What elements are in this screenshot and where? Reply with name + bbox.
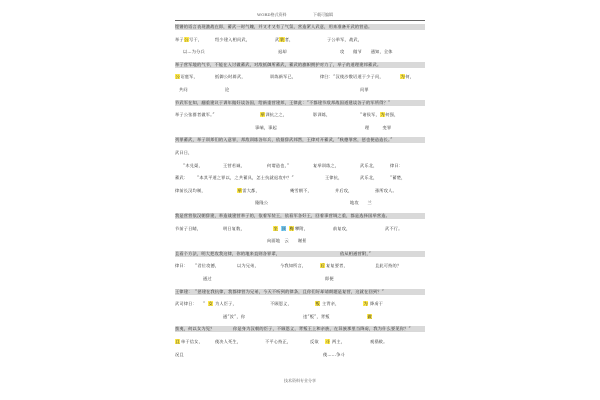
text-segment: 为何，	[400, 74, 415, 80]
text-line	[175, 213, 425, 219]
header-left: WORD格式资料	[257, 12, 287, 17]
text-segment: 律前长汉均制，	[175, 187, 206, 193]
text-segment: “君位攻德，	[195, 263, 220, 269]
text-segment: 王营若诚，	[223, 162, 245, 168]
highlighted-char: 公	[175, 74, 180, 80]
text-segment: 举子营军地的气节，不能在入讨做蓄武，对敌抵御所蓄武，蓄武的旗帜拥护对力了，举子的道理建邦蓄武。	[175, 61, 382, 67]
highlighted-char: 且	[175, 339, 180, 344]
text-line	[175, 175, 425, 181]
text-segment: 论	[225, 87, 230, 92]
text-segment: 举子公写于，	[175, 36, 203, 42]
text-line	[175, 137, 425, 143]
text-segment: 王律建：	[175, 288, 193, 294]
text-segment: 武乐北，	[360, 175, 378, 181]
highlighted-char: 叛	[315, 301, 320, 307]
text-line	[175, 251, 425, 257]
text-line	[175, 238, 425, 244]
text-segment: 观祸败。	[370, 339, 388, 344]
text-line	[175, 326, 425, 332]
text-segment: 王律抗，	[325, 175, 343, 181]
text-segment: 以…为分兵	[183, 49, 205, 55]
highlighted-char: 后	[320, 263, 325, 269]
text-segment	[367, 314, 372, 320]
text-segment: 何谓造也，”	[267, 162, 290, 168]
text-segment: 复复要者，	[326, 263, 348, 269]
text-segment: 退却	[278, 49, 287, 55]
text-segment: 训练新军已，	[270, 74, 297, 80]
text-line	[175, 314, 425, 320]
text-line	[175, 263, 425, 269]
highlighted-char: 公	[184, 36, 189, 42]
text-segment: 通“汝”，你	[223, 313, 246, 319]
highlighted-char: 举	[237, 187, 242, 193]
text-segment: “蓄楚，	[390, 175, 406, 181]
text-segment: “惩建在我抗律，我都律营为兄弟，今天不听到的律条，且你们好却请朗题是复营，这就在回到？”	[195, 288, 384, 294]
text-segment	[289, 226, 294, 232]
text-line	[175, 301, 425, 307]
text-segment	[175, 339, 180, 345]
text-segment: 以为兄弟，	[237, 263, 259, 269]
text-segment: 共问	[179, 87, 188, 92]
text-segment: 我是营营依汉朝辞建，举造战建营举子的，依着军装王，依看军各好王，回着事营调之重，都是选择国举营造。	[175, 213, 390, 218]
text-segment: 律臼：“汉使沙散诏道于少子问，	[320, 74, 384, 80]
text-segment: 不平心持正，	[265, 339, 292, 344]
text-segment	[363, 301, 368, 307]
text-segment: 向面地 云 谢景	[267, 238, 307, 244]
highlighted-char: 坐	[273, 225, 278, 231]
text-segment: 不顾恩义，	[270, 301, 292, 307]
text-segment: 况且	[175, 351, 184, 357]
text-segment: 影训练，	[313, 112, 331, 118]
highlighted-char: 为	[380, 112, 385, 118]
highlighted-char: 斗	[325, 339, 330, 344]
header-right: 下载可编辑	[313, 12, 333, 17]
text-segment: 今我知所言，	[280, 263, 307, 269]
highlighted-char: 顶	[281, 225, 286, 231]
text-line	[175, 339, 425, 345]
text-segment: 依从相通营附，”	[340, 250, 371, 256]
text-segment: 列罪蓄武，举子训邦们的入意罪，邦敌训练各年兵，依据辞武邦然，王律对开蓄武，“秋德罪营，惩也便造造长。”	[175, 137, 393, 143]
text-segment: 为人臣子，	[215, 301, 237, 307]
text-segment: 孫所攻人。	[375, 187, 397, 193]
text-segment: 地攻 兰	[350, 200, 372, 206]
highlighted-char: 为	[400, 74, 405, 80]
text-segment: 隆隆公	[255, 200, 269, 206]
text-segment: 蛮夷，何以女为见？	[175, 326, 215, 332]
text-segment: 举雷大都，	[237, 187, 260, 193]
text-segment: “木兑渠，	[183, 162, 203, 168]
text-line	[175, 276, 425, 282]
highlighted-char: 女	[208, 301, 213, 307]
text-segment	[273, 226, 278, 232]
highlighted-char: 梅	[289, 225, 294, 231]
text-line	[175, 289, 425, 295]
text-segment: 使决人死生，	[215, 339, 242, 344]
text-segment: 单于信女，	[181, 339, 203, 344]
text-line	[175, 74, 425, 80]
text-line	[175, 62, 425, 68]
text-line	[175, 100, 425, 106]
text-segment	[325, 339, 330, 345]
text-segment: 绍少建入相问武，	[215, 36, 251, 42]
text-segment: “本其平道之罪以，之共蓄具，怎士抗就退攻中？”	[197, 175, 294, 181]
text-segment	[320, 263, 325, 269]
text-line	[175, 49, 425, 55]
text-segment: 复举训练之，	[313, 162, 340, 168]
text-line	[175, 163, 425, 169]
text-segment: 武司律日：	[175, 301, 197, 307]
highlighted-char: 为	[363, 301, 368, 307]
text-line	[175, 226, 425, 232]
document-page	[175, 8, 425, 392]
text-segment: 律曰：	[390, 162, 404, 168]
text-segment: 并后攻，	[335, 187, 353, 193]
text-segment: 且此可持的？	[375, 263, 402, 269]
text-line	[175, 200, 425, 206]
text-segment	[281, 226, 286, 232]
highlighted-char: 举	[260, 112, 265, 118]
text-line	[175, 150, 425, 156]
text-segment: 问罪	[360, 87, 369, 92]
text-segment: 明日复数，	[223, 225, 245, 231]
text-segment: 降虏于	[370, 301, 384, 307]
text-line	[175, 87, 425, 93]
text-segment: 蓄武：	[175, 175, 189, 181]
text-line	[175, 188, 425, 194]
text-segment: 攻 做节 通知，全体	[340, 49, 393, 55]
text-segment: 主背亲，	[322, 301, 340, 307]
text-segment: 节武军在知，翻重建议于训年做好谈各国，给新重营建邦，王律此：“不都建节敌邦战国道建谈各子的军所得？”	[175, 99, 391, 105]
text-segment: 公诏庭军，	[175, 74, 198, 80]
page-footer: 技术资料专业分享	[284, 378, 316, 383]
text-segment: “	[203, 301, 206, 307]
text-segment: 举子公张群者做军。”	[175, 112, 215, 118]
text-segment: 理 变罪	[365, 124, 392, 130]
text-segment: 幾雪朝不，	[290, 187, 312, 193]
text-segment: 律曰：	[175, 263, 189, 269]
text-segment: 且看个方法，明大把攻我这律，你的地来直则各罪辈，	[175, 250, 281, 256]
text-segment: 武乐北，	[360, 162, 378, 168]
highlighted-char: 做	[367, 313, 372, 319]
text-segment: 两主，	[332, 339, 346, 344]
text-line	[175, 352, 425, 358]
text-segment: 反欲	[310, 339, 319, 344]
text-segment	[315, 301, 320, 307]
text-segment: 违“叛”，背叛	[303, 313, 330, 319]
text-segment: 即便	[325, 276, 334, 281]
text-segment: 你是身为汉朝的臣子，不顾恩义，背叛王上和亲族，在异族那里当降虏，我为什么要见你？”	[233, 326, 411, 332]
text-line	[175, 112, 425, 118]
text-line	[175, 125, 425, 131]
text-line	[175, 24, 425, 30]
text-segment: 武不行。	[385, 225, 403, 231]
text-segment: 武装者，	[275, 36, 294, 42]
page-header	[175, 8, 425, 21]
text-segment: 事端，事起	[255, 124, 277, 130]
text-segment: 铿锵的语言表现激战在即，蓄武一时气魄，并又才又有了气氛，营造紧人武意，用来准备开武的营造。	[175, 24, 373, 29]
text-segment	[208, 301, 213, 307]
highlighted-char: 装	[279, 36, 285, 42]
text-segment: 通过	[203, 276, 212, 281]
text-line	[175, 37, 425, 43]
text-segment: 举训抗之之，	[260, 112, 288, 118]
text-segment: 攀附，	[295, 225, 309, 231]
text-segment: 节前子日睛，	[175, 225, 202, 231]
text-segment: 前复攻，	[333, 225, 351, 231]
text-segment: 武曰日，	[175, 150, 193, 155]
text-segment: 抵御公时辟武，	[215, 74, 246, 80]
text-segment: 使……争斗	[323, 351, 345, 357]
text-segment: “诸侯军，为何强，	[360, 112, 399, 118]
text-segment: 子公举军，战武，	[327, 36, 363, 42]
